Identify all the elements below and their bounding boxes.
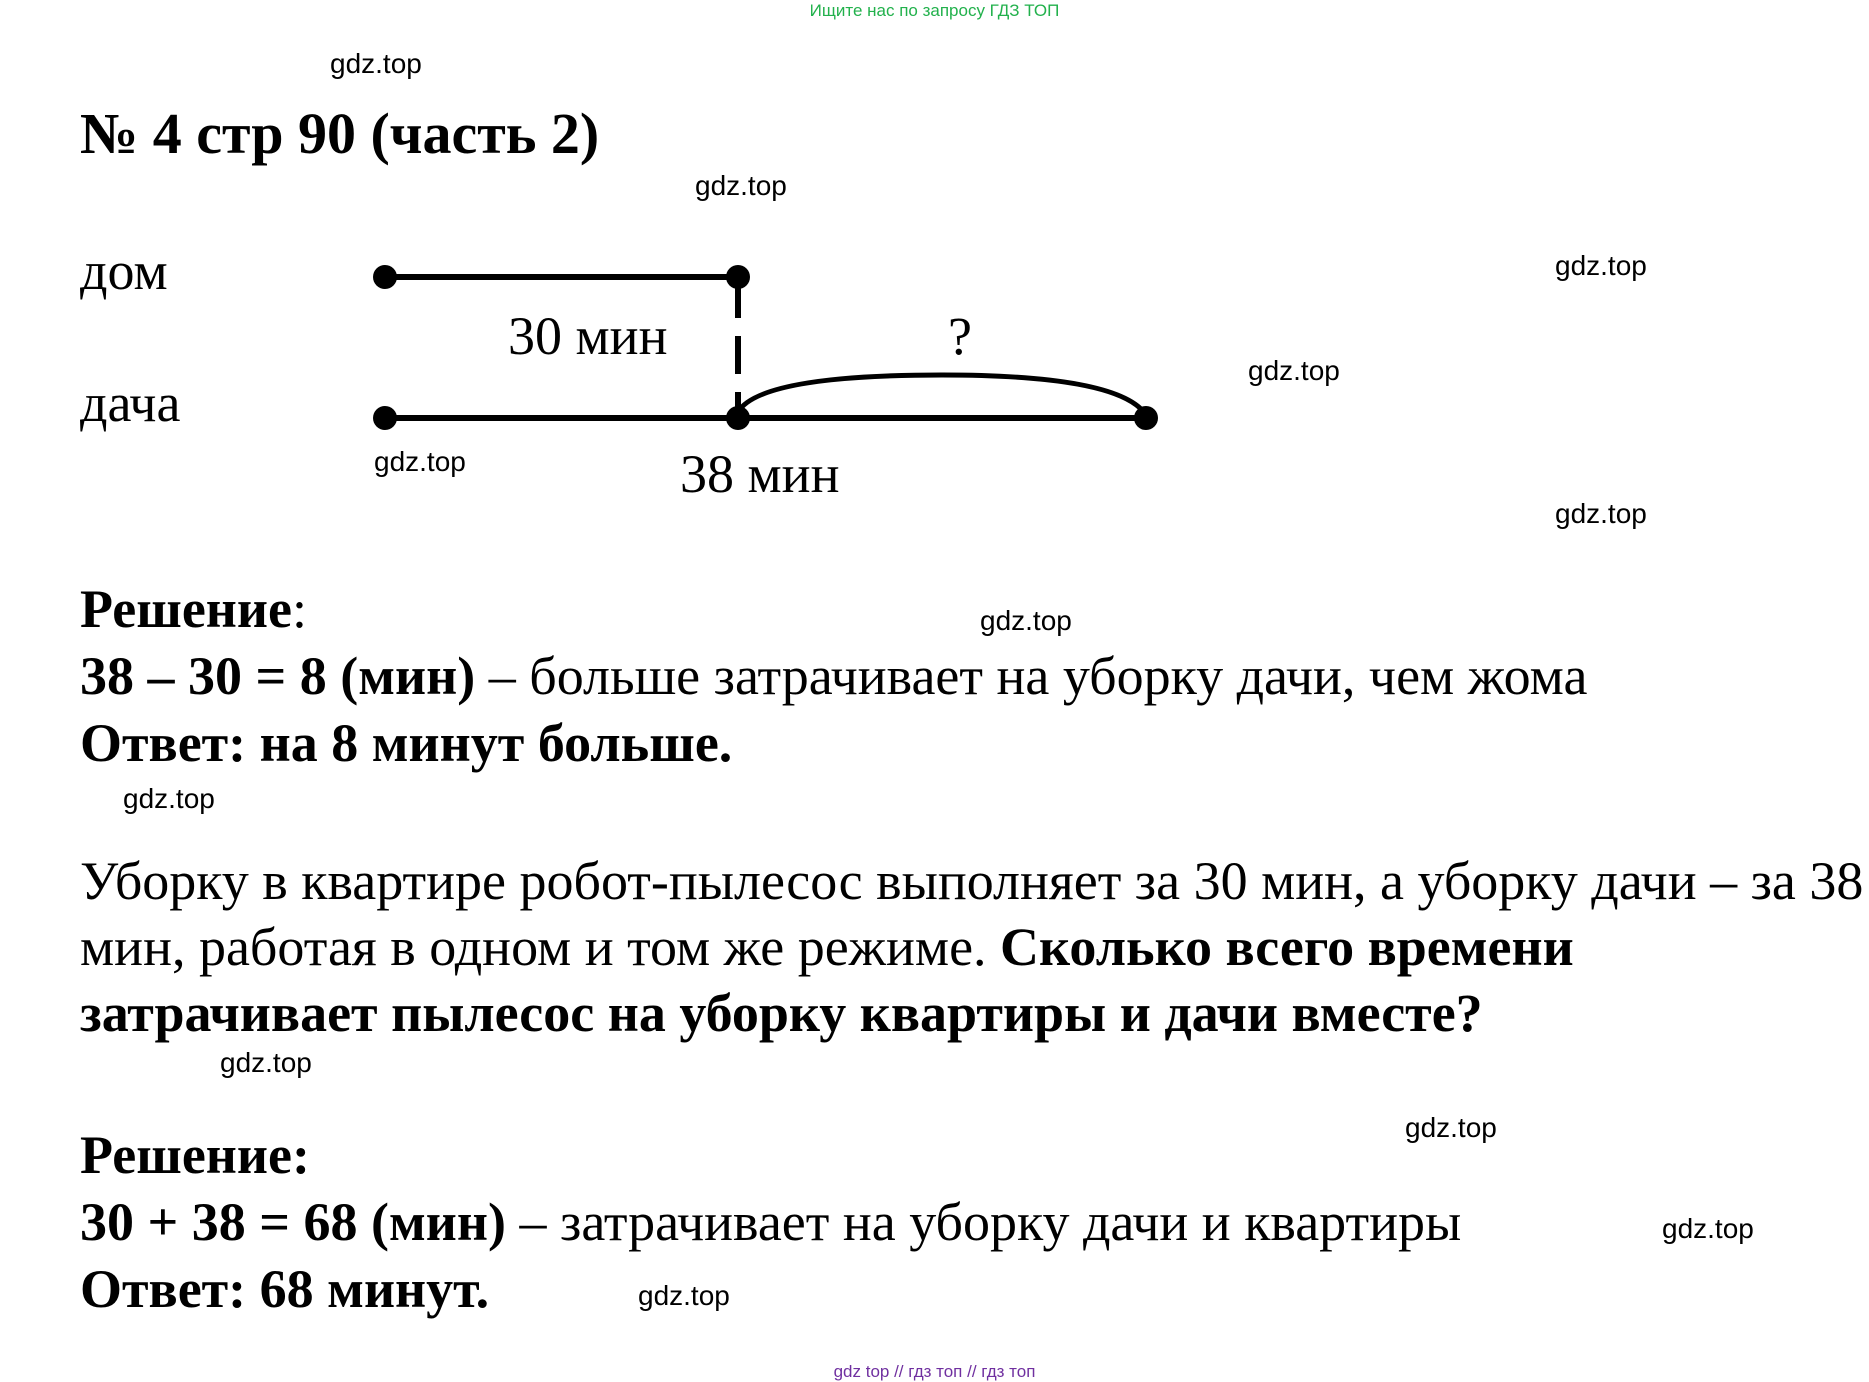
answer-1: Ответ: на 8 минут больше. — [80, 713, 733, 773]
label-dacha-duration: 38 мин — [680, 444, 840, 504]
page-title: № 4 стр 90 (часть 2) — [80, 101, 600, 166]
difference-arc — [738, 375, 1146, 415]
watermark: gdz.top — [1555, 498, 1647, 529]
watermark: gdz.top — [330, 48, 422, 79]
watermark: gdz.top — [374, 446, 466, 477]
watermark: gdz.top — [980, 605, 1072, 636]
point-mid — [726, 406, 750, 430]
segment-diagram — [0, 0, 1869, 560]
watermark: gdz.top — [1405, 1112, 1497, 1143]
watermark: gdz.top — [220, 1047, 312, 1078]
solution-heading-2: Решение: — [80, 1125, 310, 1185]
watermark: gdz.top — [123, 783, 215, 814]
point-dacha-start — [373, 406, 397, 430]
label-home-duration: 30 мин — [508, 306, 668, 366]
point-home-start — [373, 265, 397, 289]
top-banner: Ищите нас по запросу ГДЗ ТОП — [809, 1, 1060, 20]
label-dacha: дача — [80, 373, 181, 433]
watermark: gdz.top — [1555, 250, 1647, 281]
answer-2: Ответ: 68 минут. — [80, 1259, 490, 1319]
problem-text: Уборку в квартире робот-пылесос выполняет за 30 мин, а уборку дачи – за 38 мин, работая в одном и том же режиме. Сколько всего времени затрачивает пылесос на уборку квартиры и дачи вместе? — [80, 851, 1864, 1043]
watermark: gdz.top — [695, 170, 787, 201]
point-home-end — [726, 265, 750, 289]
solution-heading-1: Решение: — [80, 579, 308, 639]
watermark: gdz.top — [638, 1280, 730, 1311]
label-home: дом — [80, 241, 168, 301]
watermark: gdz.top — [1248, 355, 1340, 386]
label-question: ? — [948, 306, 972, 366]
solution-line-1: 38 – 30 = 8 (мин) – больше затрачивает на уборку дачи, чем жома — [80, 646, 1588, 706]
point-dacha-end — [1134, 406, 1158, 430]
watermark: gdz.top — [1662, 1213, 1754, 1244]
solution-line-2: 30 + 38 = 68 (мин) – затрачивает на уборку дачи и квартиры — [80, 1192, 1462, 1252]
bottom-banner: gdz top // гдз топ // гдз топ — [833, 1362, 1036, 1381]
